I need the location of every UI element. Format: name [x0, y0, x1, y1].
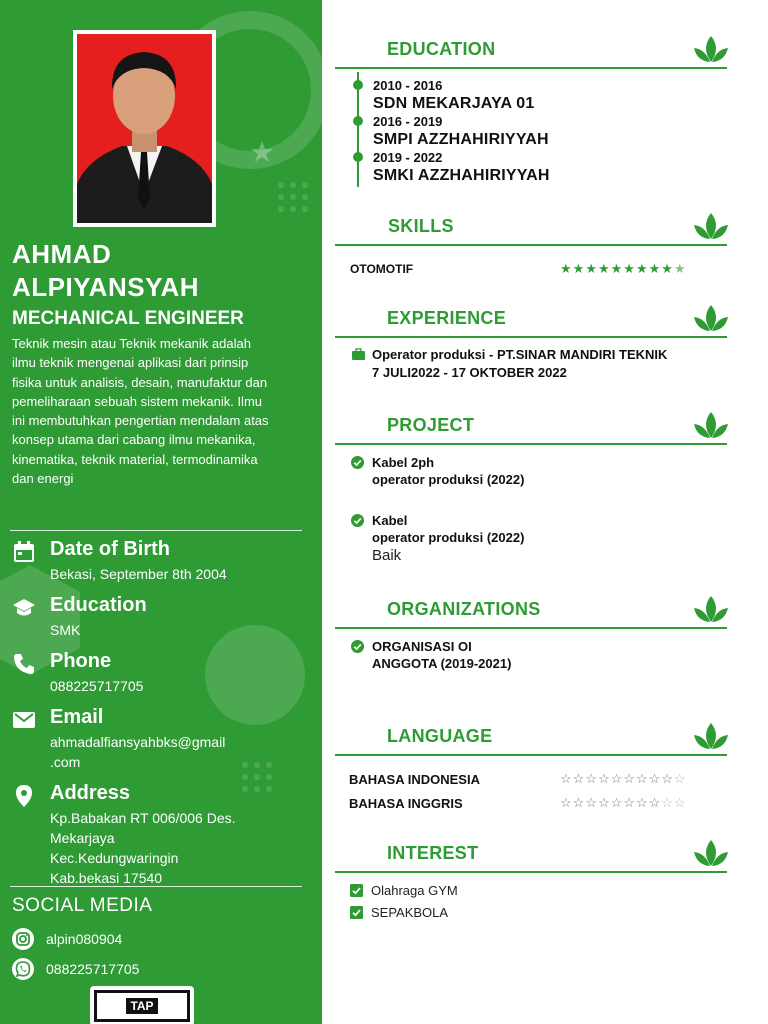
phone-value[interactable]: 088225717705 [50, 678, 144, 694]
leaf-icon [693, 410, 729, 440]
rating-star-icon: ★ [673, 261, 687, 276]
rating-star-icon: ★ [572, 261, 586, 276]
rating-star-icon: ☆ [623, 771, 636, 786]
checkbox-checked-icon [350, 884, 363, 897]
instagram-icon [12, 928, 34, 950]
education-years: 2019 - 2022 [373, 150, 443, 165]
language-section-title: LANGUAGE [387, 726, 493, 746]
leaf-icon [693, 303, 729, 333]
project-name: Kabel 2ph [372, 455, 435, 470]
profile-summary: Teknik mesin atau Teknik mekanik adalah ilmu teknik mengenai aplikasi dari prinsip fisika untuk analisis, desain, manufaktur dan pemeliharaan sebuah sistem mekanik. Ilmu ini membutuhkan pengertian mendalam atas konsep utama dari cabang ilmu mekanika, kinematika, teknik material, termodinamika dan energi [12, 336, 269, 487]
address-label: Address [50, 782, 131, 804]
language-rating-stars [560, 771, 687, 787]
rating-star-icon: ★ [661, 261, 674, 276]
section-divider [335, 871, 727, 873]
organizations-section-title: ORGANIZATIONS [387, 599, 541, 619]
dob-label: Date of Birth [50, 538, 170, 560]
project-section-title: PROJECT [387, 415, 475, 435]
education-label: Education [50, 594, 147, 616]
section-divider [335, 627, 727, 629]
rating-star-icon: ★ [560, 261, 573, 276]
experience-section-title: EXPERIENCE [387, 308, 507, 328]
address-line: Kec.Kedungwaringin [50, 850, 179, 866]
language-name: BAHASA INGGRIS [349, 796, 463, 811]
phone-label: Phone [50, 650, 112, 672]
project-detail: operator produksi (2022) [372, 530, 525, 545]
full-name [12, 238, 199, 304]
rating-star-icon: ☆ [661, 795, 674, 810]
name-line-2: ALPIYANSYAH [12, 272, 200, 302]
leaf-icon [693, 721, 729, 751]
education-years: 2010 - 2016 [373, 78, 443, 93]
rating-star-icon: ☆ [635, 771, 649, 786]
rating-star-icon: ☆ [572, 771, 586, 786]
skills-section-title: SKILLS [388, 216, 454, 236]
rating-star-icon: ☆ [673, 771, 687, 786]
section-divider [335, 443, 727, 445]
education-value: SMK [50, 622, 81, 638]
address-line: Kab.bekasi 17540 [50, 870, 163, 886]
rating-star-icon: ☆ [572, 795, 586, 810]
dob-value: Bekasi, September 8th 2004 [50, 566, 227, 582]
education-school: SDN MEKARJAYA 01 [373, 95, 535, 112]
rating-star-icon: ☆ [560, 795, 573, 810]
left-panel [0, 0, 322, 1024]
check-circle-icon [351, 456, 364, 469]
leaf-icon [693, 838, 729, 868]
rating-star-icon: ☆ [673, 795, 687, 810]
timeline-dot [353, 116, 363, 126]
decorative-star-icon [250, 140, 274, 164]
calendar-icon [12, 540, 36, 564]
whatsapp-icon [12, 958, 34, 980]
email-value-line: ahmadalfiansyahbks@gmail [50, 734, 226, 750]
rating-star-icon: ★ [648, 261, 662, 276]
rating-star-icon: ☆ [585, 795, 598, 810]
phone-icon [12, 652, 36, 676]
location-pin-icon [12, 784, 36, 808]
qr-label: TAP [126, 998, 157, 1014]
experience-position: Operator produksi - PT.SINAR MANDIRI TEKNIK [372, 347, 668, 362]
whatsapp-number: 088225717705 [46, 961, 140, 977]
rating-star-icon: ☆ [597, 795, 611, 810]
rating-star-icon: ★ [635, 261, 649, 276]
email-label: Email [50, 706, 104, 728]
organization-name: ORGANISASI OI [372, 639, 472, 654]
rating-star-icon: ☆ [635, 795, 649, 810]
timeline-dot [353, 152, 363, 162]
leaf-icon [693, 211, 729, 241]
email-value[interactable] [50, 732, 280, 772]
qr-code-icon [94, 990, 190, 1022]
address-value [50, 808, 280, 888]
interest-item: SEPAKBOLA [371, 905, 449, 920]
qr-tap-badge[interactable] [90, 986, 194, 1024]
check-circle-icon [351, 514, 364, 527]
profile-photo [77, 34, 212, 223]
instagram-handle: alpin080904 [46, 931, 123, 947]
rating-star-icon: ☆ [661, 771, 674, 786]
job-title: MECHANICAL ENGINEER [12, 308, 244, 329]
rating-star-icon: ☆ [585, 771, 598, 786]
briefcase-icon [352, 348, 365, 361]
rating-star-icon: ☆ [597, 771, 611, 786]
social-media-title: SOCIAL MEDIA [12, 895, 153, 916]
email-value-line: .com [50, 754, 81, 770]
rating-star-icon: ★ [585, 261, 598, 276]
section-divider [335, 244, 727, 246]
skill-rating-stars [560, 261, 687, 277]
divider [10, 886, 302, 887]
organization-detail: ANGGOTA (2019-2021) [372, 656, 512, 671]
address-line: Kp.Babakan RT 006/006 Des. [50, 810, 236, 826]
project-detail: operator produksi (2022) [372, 472, 525, 487]
education-section-title: EDUCATION [387, 39, 496, 59]
name-line-1: AHMAD [12, 239, 112, 269]
skill-name: OTOMOTIF [350, 262, 414, 276]
rating-star-icon: ☆ [648, 795, 662, 810]
education-years: 2016 - 2019 [373, 114, 443, 129]
rating-star-icon: ☆ [623, 795, 636, 810]
rating-star-icon: ★ [610, 261, 624, 276]
rating-star-icon: ☆ [610, 795, 624, 810]
timeline-dot [353, 80, 363, 90]
section-divider [335, 67, 727, 69]
mail-icon [12, 708, 36, 732]
language-rating-stars [560, 795, 687, 811]
experience-period: 7 JULI2022 - 17 OKTOBER 2022 [372, 365, 567, 380]
leaf-icon [693, 34, 729, 64]
language-name: BAHASA INDONESIA [349, 772, 480, 787]
rating-star-icon: ★ [623, 261, 636, 276]
leaf-icon [693, 594, 729, 624]
interest-section-title: INTEREST [387, 843, 479, 863]
education-school: SMKI AZZHAHIRIYYAH [373, 167, 550, 184]
decorative-dots-icon [276, 180, 316, 220]
section-divider [335, 754, 727, 756]
rating-star-icon: ☆ [610, 771, 624, 786]
divider [10, 530, 302, 531]
rating-star-icon: ☆ [560, 771, 573, 786]
interest-item: Olahraga GYM [371, 883, 458, 898]
graduation-cap-icon [12, 596, 36, 620]
checkbox-checked-icon [350, 906, 363, 919]
rating-star-icon: ☆ [648, 771, 662, 786]
section-divider [335, 336, 727, 338]
check-circle-icon [351, 640, 364, 653]
project-note: Baik [372, 547, 402, 564]
education-school: SMPI AZZHAHIRIYYAH [373, 131, 549, 148]
address-line: Mekarjaya [50, 830, 115, 846]
profile-photo-frame [73, 30, 216, 227]
project-name: Kabel [372, 513, 408, 528]
right-panel [322, 0, 768, 1024]
rating-star-icon: ★ [597, 261, 611, 276]
